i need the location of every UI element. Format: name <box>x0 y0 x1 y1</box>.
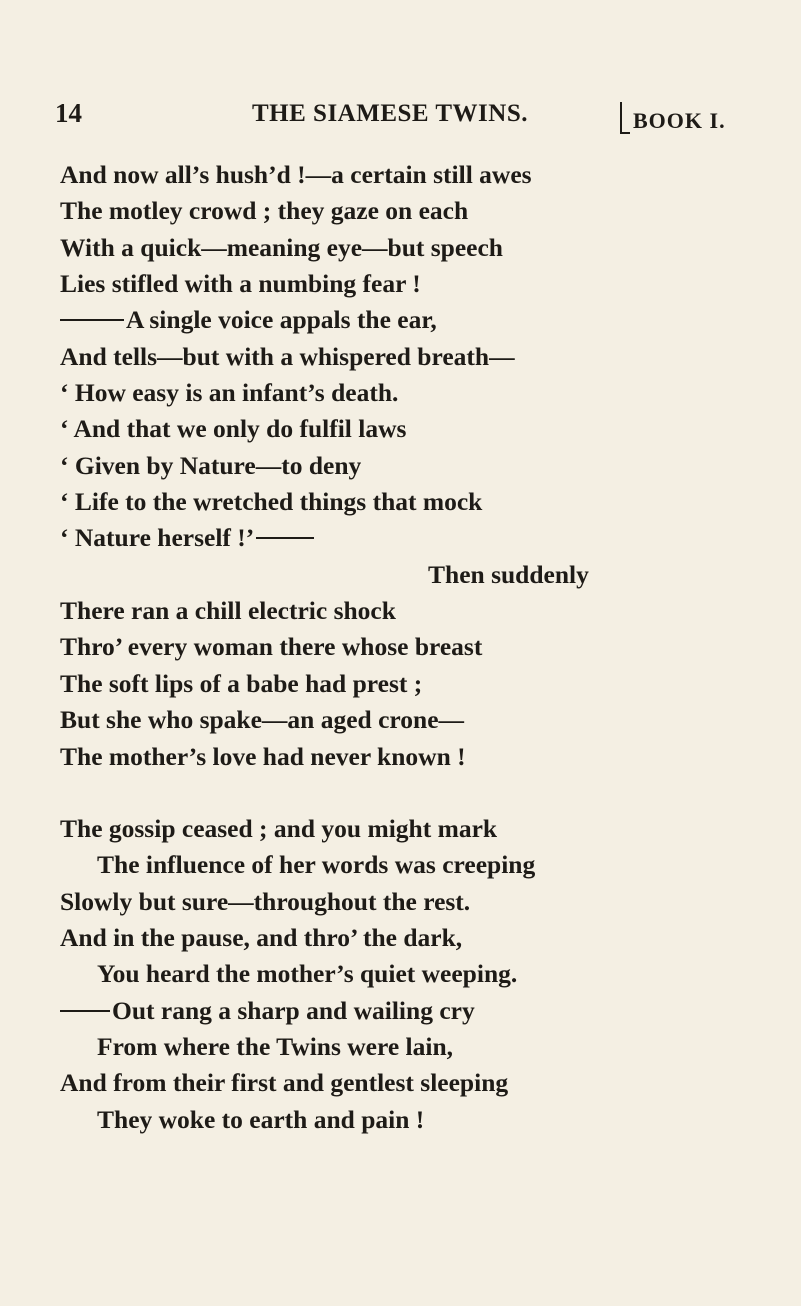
em-rule <box>256 537 314 539</box>
verse-line: ‘ Given by Nature—to deny <box>60 450 362 480</box>
verse-line: Thro’ every woman there whose breast <box>60 632 483 662</box>
verse-line: And in the pause, and thro’ the dark, <box>60 923 463 953</box>
verse-line: The influence of her words was creeping <box>97 850 536 880</box>
running-title: THE SIAMESE TWINS. <box>252 100 528 127</box>
verse-line: And tells—but with a whispered breath— <box>60 341 515 371</box>
verse-line: The mother’s love had never known ! <box>60 741 466 771</box>
bracket-mark <box>620 102 630 134</box>
verse-line: The motley crowd ; they gaze on each <box>60 196 469 226</box>
em-rule <box>60 319 124 321</box>
verse-line <box>0 520 801 556</box>
verse-line: But she who spake—an aged crone— <box>60 705 465 735</box>
page-number: 14 <box>55 98 82 128</box>
verse-line: Then suddenly <box>428 559 589 589</box>
verse-line: With a quick—meaning eye—but speech <box>60 232 503 262</box>
verse-line-text: Out rang a sharp and wailing cry <box>112 995 475 1025</box>
verse-line-text: A single voice appals the ear, <box>126 305 437 335</box>
verse-line: And from their first and gentlest sleeping <box>60 1068 509 1098</box>
verse-line: And now all’s hush’d !—a certain still awes <box>60 160 532 189</box>
verse-line: From where the Twins were lain, <box>97 1032 454 1062</box>
verse-line: They woke to earth and pain ! <box>97 1104 425 1134</box>
verse-line-text: ‘ Nature herself !’ <box>60 523 255 553</box>
verse-line: Lies stifled with a numbing fear ! <box>60 269 421 299</box>
book-marker <box>620 102 726 134</box>
verse-line: ‘ And that we only do fulfil laws <box>60 414 407 444</box>
stanza-2 <box>0 811 801 1138</box>
stanza-1 <box>0 157 801 775</box>
running-head <box>0 98 801 138</box>
verse-line: You heard the mother’s quiet weeping. <box>97 959 518 989</box>
verse-line: ‘ Life to the wretched things that mock <box>60 487 483 517</box>
verse-line: ‘ How easy is an infant’s death. <box>60 378 399 408</box>
verse-line: There ran a chill electric shock <box>60 596 396 626</box>
em-rule <box>60 1010 110 1012</box>
verse-line <box>0 993 801 1029</box>
verse-line: Slowly but sure—throughout the rest. <box>60 886 471 916</box>
verse-line: The gossip ceased ; and you might mark <box>60 814 498 843</box>
book-label: BOOK I. <box>633 108 726 133</box>
verse-line: The soft lips of a babe had prest ; <box>60 668 423 698</box>
verse-line <box>0 302 801 338</box>
